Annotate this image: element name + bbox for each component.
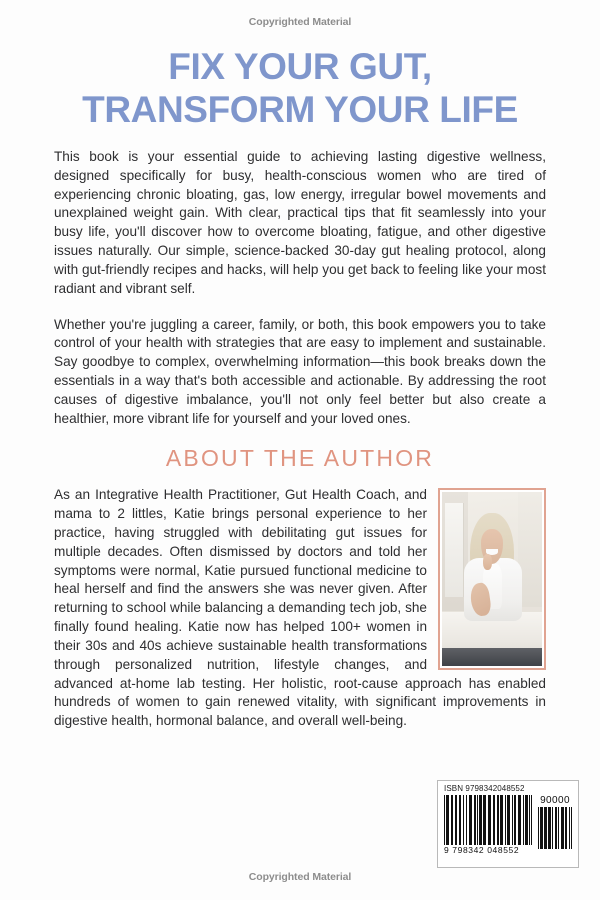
author-bio-text: As an Integrative Health Practitioner, Gut Health Coach, and mama to 2 littles, Katie brings personal experience to her practice, having struggled with debilitating gut issues for multiple decades. Often dismissed by doctors and told her symptoms were normal, Katie pursued functional medicine to heal herself and find the answers she was never given. After returning to school while balancing a demanding tech job, she finally found healing. Katie now has helped 100+ women in their 30s and 40s achieve sustainable health transformations through personalized nutrition, lifestyle changes, and advanced at-home lab testing. Her holistic, root-cause approach has enabled hundreds of women to gain renewed vitality, with significant improvements in digestive health, hormonal balance, and overall well-being. [54,487,546,729]
cover-content [54,148,546,731]
isbn-label: ISBN 9798342048552 [444,784,525,793]
photo-subject-hand [483,554,492,570]
barcode-row [444,795,573,855]
title-line-2: TRANSFORM YOUR LIFE [82,88,518,130]
author-photo [438,488,546,670]
photo-window [445,503,464,597]
barcode-addon-bars [538,807,572,849]
author-block [54,486,546,731]
copyright-watermark-top: Copyrighted Material [248,16,352,28]
ean13-bars [444,795,532,845]
page-title [28,46,572,132]
barcode-block [437,780,579,868]
about-the-author-heading: ABOUT THE AUTHOR [165,445,435,472]
blurb-paragraph-2: Whether you're juggling a career, family, or both, this book empowers you to take control of your health with strategies that are easy to implement and sustainable. Say goodbye to complex, overwhelming information—this book breaks down the essentials in a way that's both accessible and actionable. By addressing the root causes of digestive imbalance, you'll not only feel better but also create a healthier, more vibrant life for yourself and your loved ones. [54,316,546,426]
copyright-watermark-bottom: Copyrighted Material [248,871,352,883]
title-line-1: FIX YOUR GUT, [168,46,432,87]
ean13-barcode [444,795,532,855]
barcode-addon-value: 90000 [540,795,570,806]
blurb-paragraph-1: This book is your essential guide to achieving lasting digestive wellness, designed specifically for busy, health-conscious women who are tired of experiencing chronic bloating, gas, low energy, irregular bowel movements and unexplained weight gain. With clear, practical tips that fit seamlessly into your busy life, you'll discover how to overcome bloating, fatigue, and other digestive issues naturally. Our simple, science-backed 30-day gut healing protocol, along with gut-friendly recipes and hacks, will help you get back to feeling like your most radiant and vibrant self. [54,149,546,296]
ean13-digits: 9 798342 048552 [444,845,520,855]
barcode-addon [538,795,572,849]
author-photo-image [442,492,542,666]
